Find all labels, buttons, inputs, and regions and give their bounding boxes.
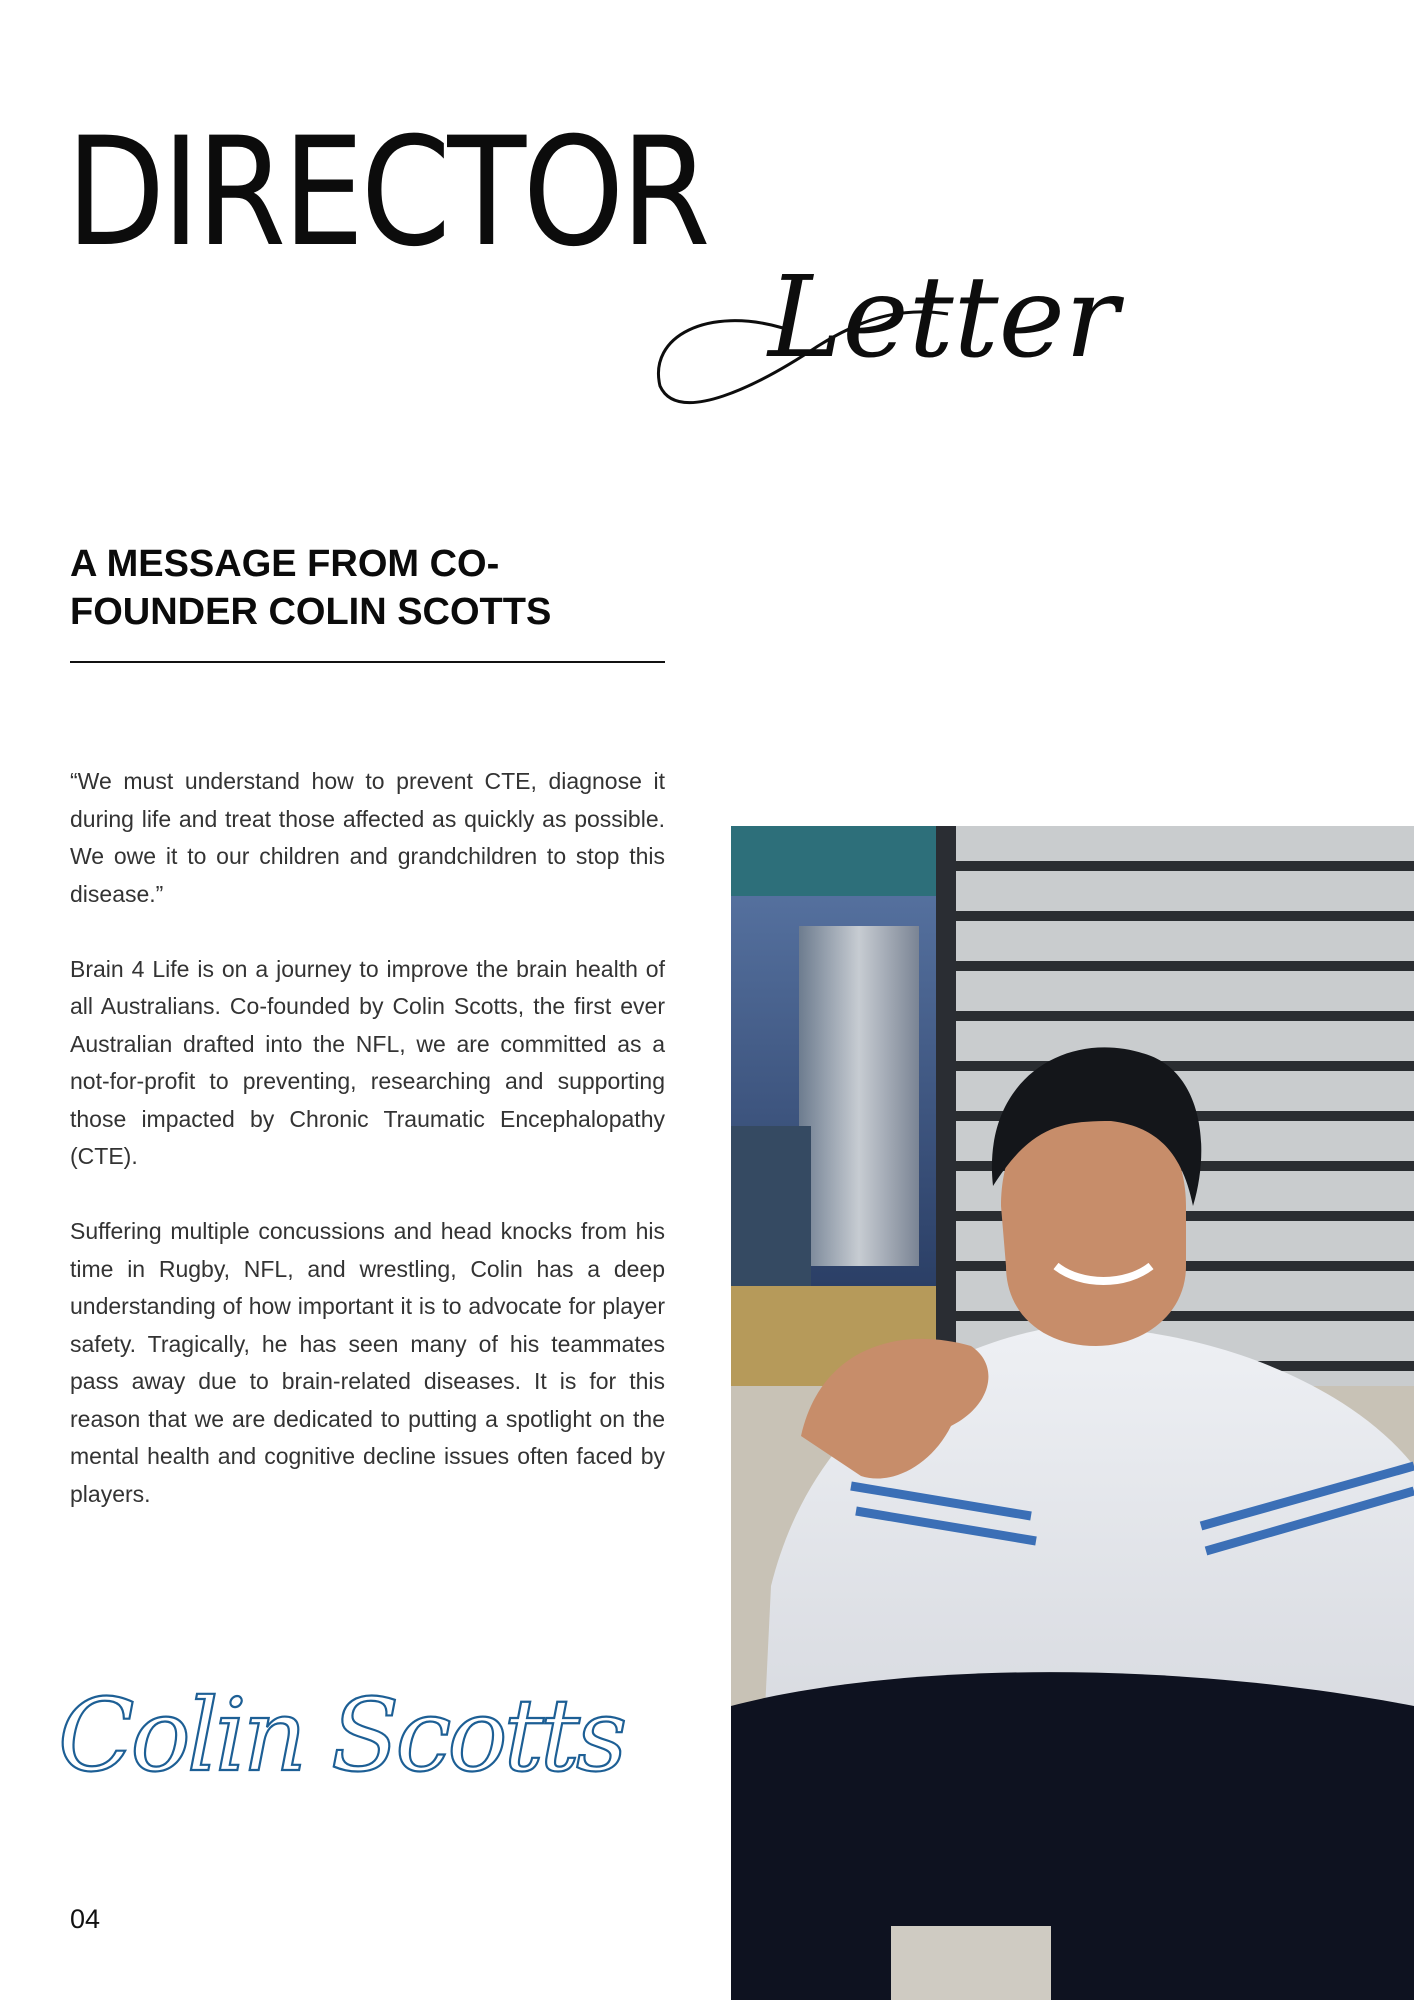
background-paragraph: Suffering multiple concussions and head knocks from his time in Rugby, NFL, and wrestling, Colin has a deep understanding of how important it is to advocate for player safety. Tragically, he has seen many of his teammates pass away due to brain-related diseases. It is for this reason that we are dedicated to putting a spotlight on the mental health and cognitive decline issues often faced by players. [70,1218,665,1507]
quote-paragraph: “We must understand how to prevent CTE, diagnose it during life and treat those affected as quickly as possible. We owe it to our children and grandchildren to stop this disease.” [70,768,665,907]
letter-body [70,763,665,1551]
page-number: 04 [70,1904,101,1934]
section-heading-line1: A MESSAGE FROM CO- [70,543,500,585]
signature [58,1620,624,1820]
script-title-graphic [648,236,1148,436]
signature-text: Colin Scotts [58,1677,624,1794]
signature-graphic [58,1620,624,1820]
portrait-image [731,826,1414,2000]
section-heading-line2: FOUNDER COLIN SCOTTS [70,591,552,633]
page-title: DIRECTOR [66,106,708,280]
section-heading [70,540,670,636]
script-title-text: Letter [768,253,1119,383]
mission-paragraph: Brain 4 Life is on a journey to improve the brain health of all Australians. Co-founded by Colin Scotts, the first ever Australian drafted into the NFL, we are committed as a not-for-profit to preventing, researching and supporting those impacted by Chronic Traumatic Encephalopathy (CTE). [70,955,665,1169]
portrait-photo [731,826,1414,2000]
heading-divider [70,661,665,663]
script-title [648,236,1148,436]
